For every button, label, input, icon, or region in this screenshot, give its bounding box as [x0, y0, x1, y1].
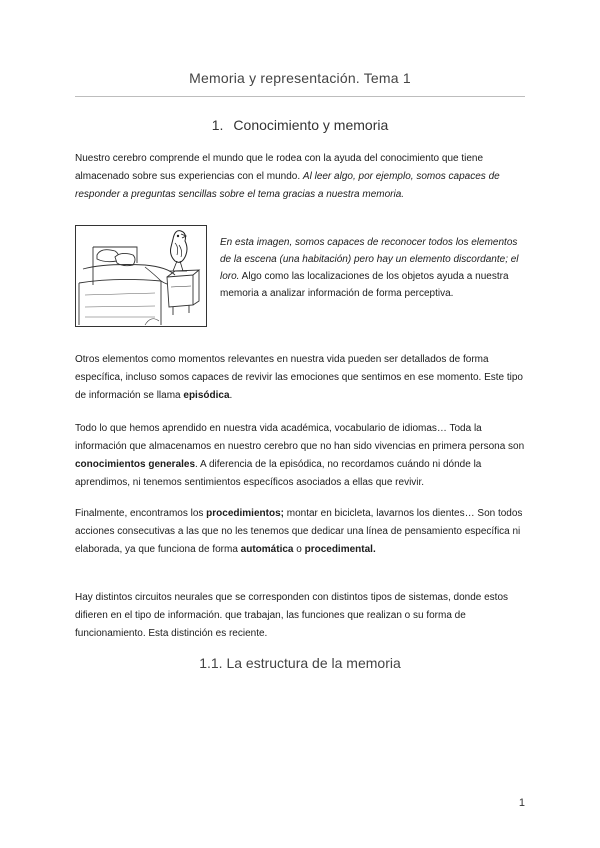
procedural-term: procedimental.: [304, 544, 376, 555]
general-knowledge-paragraph: [75, 420, 527, 492]
episodic-end: .: [229, 390, 233, 401]
procedures-term: procedimientos;: [206, 508, 284, 519]
page-header-title: Memoria y representación. Tema 1: [189, 70, 411, 86]
automatic-term: automática: [240, 544, 294, 555]
header-divider: [75, 96, 525, 97]
procedures-text: Finalmente, encontramos los: [75, 508, 207, 519]
episodic-paragraph: [75, 351, 527, 405]
episodic-term: episódica: [183, 390, 230, 401]
procedures-rest: montar en bicicleta, lavarnos los dientes… Son todos acciones consecutivas a las que no les tenemos que dedicar una línea de pensamiento específica ni elaborada, ya que funciona de forma: [75, 508, 523, 555]
subsection-heading: 1.1. La estructura de la memoria: [199, 655, 401, 671]
general-knowledge-text: Todo lo que hemos aprendido en nuestra vida académica, vocabulario de idiomas… Toda la información que almacenamos en nuestro cerebro que no han sido vivencias en primera persona son: [75, 423, 525, 452]
general-knowledge-term: conocimientos generales: [75, 459, 196, 470]
intro-italic-text: Al leer algo, por ejemplo, somos capaces de responder a preguntas sencillas sobre el tema gracias a nuestra memoria.: [75, 171, 500, 200]
general-knowledge-rest: . A diferencia de la episódica, no recordamos cuándo ni dónde la aprendimos, ni tenemos sentimientos específicos asociados a ellas que revivir.: [75, 459, 482, 488]
section-number: 1.: [211, 117, 224, 133]
procedures-connector: o: [293, 544, 305, 555]
figure-caption-paragraph: [220, 234, 520, 302]
section-title: Conocimiento y memoria: [233, 117, 389, 133]
figure-caption-text: Algo como las localizaciones de los objetos ayuda a nuestra memoria a analizar información de forma perceptiva.: [220, 271, 509, 299]
page-number: 1: [518, 797, 525, 809]
neural-circuits-paragraph: [75, 589, 527, 643]
figure-caption-italic: En esta imagen, somos capaces de reconocer todos los elementos de la escena (una habitación) pero hay un elemento discordante; el loro.: [220, 237, 519, 282]
section-heading: [75, 117, 525, 133]
intro-paragraph: [75, 150, 527, 204]
intro-text: Nuestro cerebro comprende el mundo que le rodea con la ayuda del conocimiento que tiene almacenado sobre sus experiencias con el mundo.: [75, 153, 484, 182]
procedures-paragraph: [75, 505, 527, 559]
bedroom-parrot-illustration: [75, 225, 207, 327]
neural-circuits-text: Hay distintos circuitos neurales que se corresponden con distintos tipos de sistemas, donde estos difieren en el tipo de información. que trabajan, las funciones que realizan o su forma de funcionamiento. Esta distinción es reciente.: [75, 592, 509, 639]
episodic-text: Otros elementos como momentos relevantes en nuestra vida pueden ser detallados de forma específica, incluso somos capaces de revivir las emociones que sentimos en ese momento. Este tipo de información se llama: [75, 354, 523, 401]
